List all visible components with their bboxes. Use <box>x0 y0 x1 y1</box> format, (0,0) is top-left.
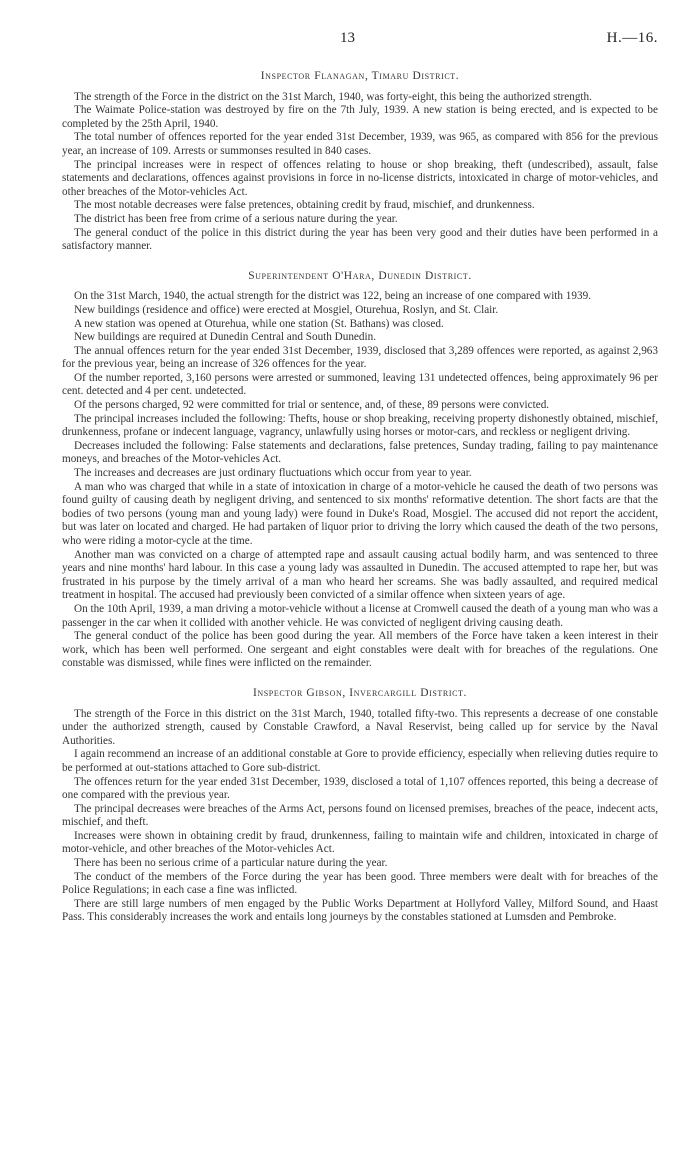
paragraph: A new station was opened at Oturehua, while one station (St. Bathans) was closed. <box>74 317 444 330</box>
paragraph: Increases were shown in obtaining credit by fraud, drunkenness, failing to maintain wife and children, intoxicated in charge of motor-vehicle, and other breaches of the Motor-vehicles Act. <box>62 829 658 856</box>
page-header <box>62 32 658 54</box>
paragraph: The offences return for the year ended 31st December, 1939, disclosed a total of 1,107 offences reported, this being a decrease of one compared with the previous year. <box>62 775 658 802</box>
paragraph: Of the persons charged, 92 were committed for trial or sentence, and, of these, 89 persons were convicted. <box>74 399 550 412</box>
paragraph: I again recommend an increase of an additional constable at Gore to provide efficiency, especially when relieving duties require to be performed at out-stations attached to Gore sub-district. <box>62 748 658 774</box>
paragraph: The general conduct of the police in this district during the year has been very good and their duties have been performed in a satisfactory manner. <box>62 226 658 253</box>
paragraph: On the 10th April, 1939, a man driving a motor-vehicle without a license at Cromwell caused the death of a young man who was a passenger in the car when it collided with another vehicle. He was convicted of negligent driving causing death. <box>62 602 658 629</box>
paragraph: The principal decreases were breaches of the Arms Act, persons found on licensed premises, breaches of the peace, indecent acts, mischief, and theft. <box>62 802 658 829</box>
paragraph: Of the number reported, 3,160 persons were arrested or summoned, leaving 131 undetected offences, being approximately 96 per cent. detected and 4 per cent. undetected. <box>62 371 658 398</box>
document-code: H.—16. <box>606 30 658 46</box>
paragraph: A man who was charged that while in a state of intoxication in charge of a motor-vehicle he caused the death of two persons was found guilty of causing death by negligent driving, and sentenced to six months' reformative detention. The short facts are that the bodies of two persons (young man and young lady) were found in Duke's Road, Mosgiel. The accused did not report the accident, but was later on located and charged. He had partaken of liquor prior to driving the lorry which caused the death of the two persons, who were riding a motor-cycle at the time. <box>62 480 658 547</box>
paragraph: The principal increases included the following: Thefts, house or shop breaking, receiving property dishonestly obtained, mischief, drunkenness, profane or indecent language, vagrancy, unlawfully using horses or motor-cars, and reckless or negligent driving. <box>62 412 658 439</box>
paragraph: The general conduct of the police has been good during the year. All members of the Force have taken a keen interest in their work, which has been well performed. One sergeant and eight constables were dealt with for breaches of the regulations. One constable was dismissed, while fines were inflicted on the remainder. <box>62 630 658 670</box>
section-heading: Inspector Gibson, Invercargill District. <box>252 686 468 699</box>
paragraph: The strength of the Force in the district on the 31st March, 1940, was forty-eight, this being the authorized strength. <box>74 90 592 103</box>
paragraph: The strength of the Force in this district on the 31st March, 1940, totalled fifty-two. This represents a decrease of one constable under the authorized strength, caused by Constable Crawford, a Naval Reservist, being called up for service by the Naval Authorities. <box>62 707 658 747</box>
paragraph: The most notable decreases were false pretences, obtaining credit by fraud, mischief, and drunkenness. <box>74 199 535 212</box>
paragraph: The district has been free from crime of a serious nature during the year. <box>74 212 398 225</box>
paragraph: There are still large numbers of men engaged by the Public Works Department at Hollyford Valley, Milford Sound, and Haast Pass. This considerably increases the work and entails long journeys by the constables stationed at Lumsden and Pembroke. <box>62 897 658 924</box>
paragraph: The annual offences return for the year ended 31st December, 1939, disclosed that 3,289 offences were reported, as against 2,963 for the previous year, being an increase of 326 offences for the year. <box>62 344 658 371</box>
paragraph: The principal increases were in respect of offences relating to house or shop breaking, theft (undescribed), assault, false statements and declarations, offences against provisions in force in no-license districts, intoxicated in charge of motor-vehicles, and other breaches of the Motor-vehicles Act. <box>62 158 658 198</box>
section-dunedin <box>62 270 658 671</box>
paragraph: Another man was convicted on a charge of attempted rape and assault causing actual bodily harm, and was sentenced to three years and nine months' hard labour. In this case a young lady was assaulted in Dunedin. The accused attempted to rape her, but was frustrated in his purpose by the timely arrival of a man who heard her screams. She was badly assaulted, and required medical treatment in hospital. The accused had previously been convicted of a similar offence when sixteen years of age. <box>62 548 658 602</box>
paragraph: The increases and decreases are just ordinary fluctuations which occur from year to year. <box>74 467 472 480</box>
page-number: 13 <box>340 30 355 46</box>
paragraph: On the 31st March, 1940, the actual strength for the district was 122, being an increase of one compared with 1939. <box>74 290 591 303</box>
paragraph: The conduct of the members of the Force during the year has been good. Three members were dealt with for breaches of the Police Regulations; in each case a fine was inflicted. <box>62 870 658 897</box>
paragraph: The total number of offences reported for the year ended 31st December, 1939, was 965, as compared with 856 for the previous year, an increase of 109. Arrests or summonses resulted in 840 cases. <box>62 131 658 157</box>
section-heading: Inspector Flanagan, Timaru District. <box>260 70 460 82</box>
paragraph: There has been no serious crime of a particular nature during the year. <box>74 857 388 870</box>
paragraph: Decreases included the following: False statements and declarations, false pretences, Sunday trading, failing to pay maintenance moneys, and breaches of the Motor-vehicles Act. <box>62 439 658 466</box>
paragraph: The Waimate Police-station was destroyed by fire on the 7th July, 1939. A new station is being erected, and is expected to be completed by the 25th April, 1940. <box>62 104 658 130</box>
section-timaru <box>62 70 658 254</box>
section-invercargill <box>62 687 658 925</box>
paragraph: New buildings are required at Dunedin Central and South Dunedin. <box>74 331 376 344</box>
section-heading: Superintendent O'Hara, Dunedin District. <box>248 269 472 282</box>
paragraph: New buildings (residence and office) were erected at Mosgiel, Oturehua, Roslyn, and St. Clair. <box>74 303 499 316</box>
